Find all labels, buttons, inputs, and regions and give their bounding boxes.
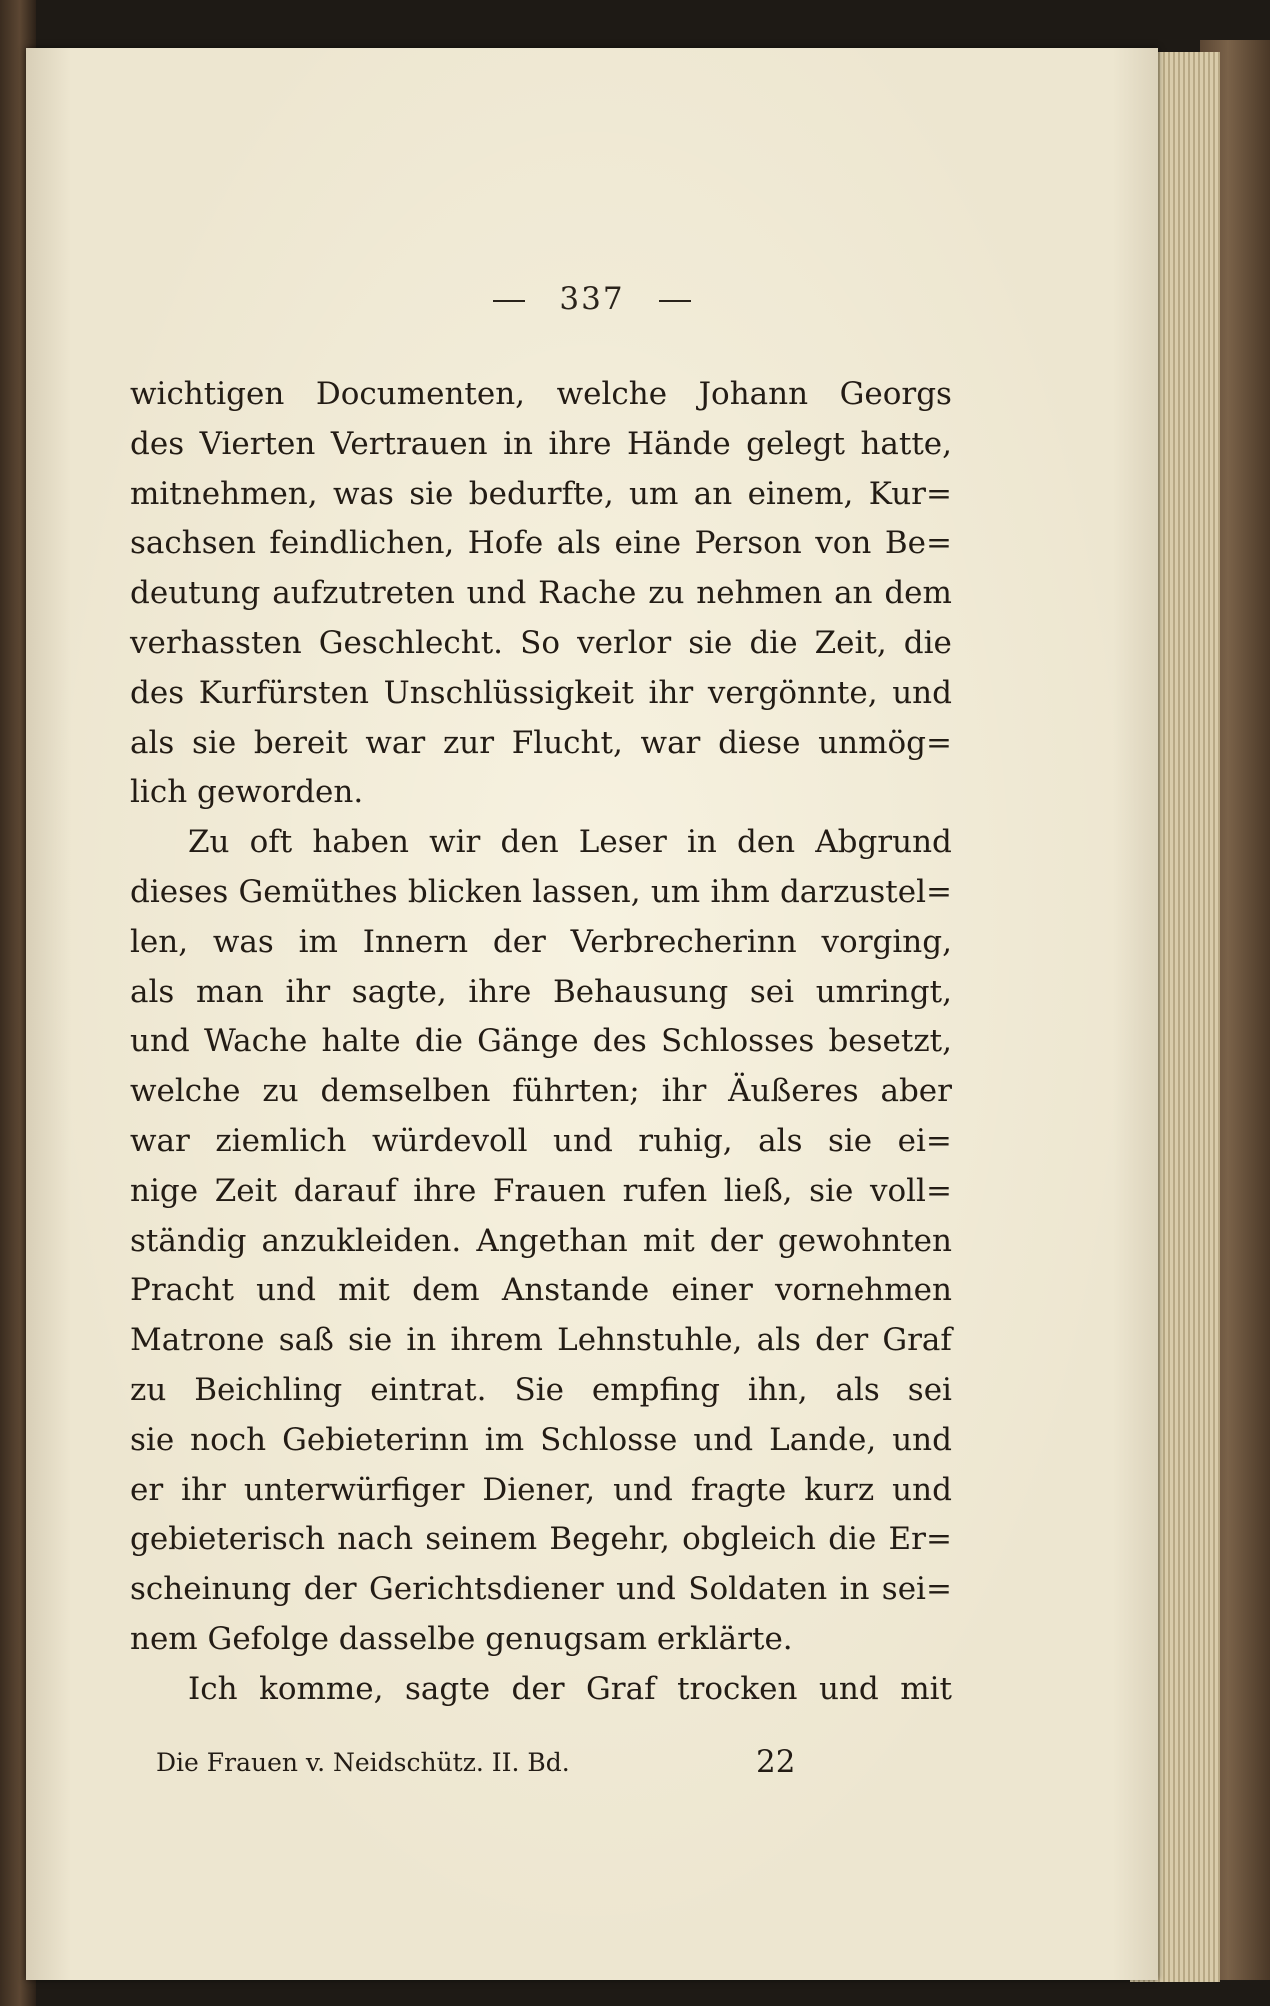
word: lassen, (532, 873, 641, 910)
word: als (756, 1322, 801, 1359)
word: Rache (538, 575, 637, 612)
text-line (130, 1067, 952, 1117)
word: sie (130, 1421, 175, 1458)
word: der (815, 1322, 869, 1359)
word: zur (442, 724, 495, 761)
word: gelegt (746, 425, 845, 462)
word: ihre (468, 973, 532, 1010)
word: Abgrund (815, 824, 952, 861)
text-line (130, 768, 952, 818)
word: die (903, 624, 952, 661)
word: zu (262, 1073, 299, 1110)
word: der (511, 1670, 565, 1707)
word: Sie (514, 1371, 564, 1408)
word: Beichling (194, 1371, 343, 1408)
word: ei= (897, 1122, 952, 1159)
word: von (815, 525, 872, 562)
word: ihrem (450, 1322, 543, 1359)
word: scheinung (130, 1571, 292, 1608)
header-dash-left (493, 300, 525, 302)
word: Unschlüssigkeit (383, 674, 634, 711)
word: im (298, 923, 338, 960)
word: man (195, 973, 264, 1010)
word: vornehmen (774, 1272, 952, 1309)
word: Schlosse (540, 1421, 678, 1458)
word: mit (338, 1272, 390, 1309)
word: kurz (804, 1471, 875, 1508)
text-line (130, 719, 952, 769)
word: der (492, 923, 546, 960)
word: feindlichen, (269, 525, 455, 562)
word: und (613, 1471, 673, 1508)
word: Vierten (199, 425, 316, 462)
word: Anstande (501, 1272, 650, 1309)
word: als (835, 1371, 880, 1408)
word: Person (694, 525, 802, 562)
word: nach (337, 1521, 414, 1558)
word: Er= (888, 1521, 952, 1558)
word: Georgs (839, 376, 952, 412)
word: die (828, 1521, 877, 1558)
word: oft (249, 824, 293, 861)
word: den (500, 824, 559, 861)
word: empfing (591, 1371, 720, 1408)
word: sie (688, 624, 733, 661)
text-line (130, 1565, 952, 1615)
word: und (892, 1421, 952, 1458)
word: blicken (407, 873, 523, 910)
word: den (736, 824, 796, 861)
word: sie (192, 724, 237, 761)
word: Zu (188, 824, 230, 861)
word: ziemlich (215, 1122, 347, 1159)
word: besetzt, (828, 1023, 952, 1060)
sheet-number: 22 (756, 1744, 796, 1780)
word: welche (556, 376, 668, 412)
word: und (130, 1023, 190, 1060)
word: Gänge (477, 1023, 579, 1060)
word: Gemüthes (238, 873, 398, 910)
word: und (553, 1122, 613, 1159)
word: um (650, 873, 701, 910)
word: deutung (130, 575, 261, 612)
text-line (130, 519, 952, 569)
word: Angethan (476, 1222, 628, 1259)
text-line (130, 470, 952, 520)
word: ihr (285, 973, 331, 1010)
word: sagte (405, 1670, 491, 1707)
word: als (130, 724, 175, 761)
word: Innern (362, 923, 469, 960)
word: rufen (622, 1172, 708, 1209)
word: ließ, (723, 1172, 793, 1209)
word: verhassten (130, 624, 302, 661)
word: einer (671, 1272, 753, 1309)
signature-line: Die Frauen v. Neidschütz. II. Bd. (156, 1748, 570, 1777)
word: Wache (203, 1023, 308, 1060)
word: vergönnte, (707, 674, 878, 711)
word: wichtigen (130, 376, 285, 412)
word: sagte, (351, 973, 447, 1010)
word: sie (809, 1172, 854, 1209)
word: nehmen (696, 575, 823, 612)
word: dem (884, 575, 952, 612)
text-line (130, 1167, 952, 1217)
word: und (616, 1571, 676, 1608)
word: Zeit (214, 1172, 277, 1209)
word: ständig (130, 1222, 247, 1259)
word: ihr (661, 1073, 707, 1110)
word: um (629, 475, 679, 512)
word: des (130, 674, 185, 711)
word: in (503, 425, 533, 462)
word: sie (348, 1322, 393, 1359)
word: sei (907, 1371, 952, 1408)
word: an (834, 575, 873, 612)
word: bereit (253, 724, 348, 761)
word: anzukleiden. (261, 1222, 462, 1259)
word: Zeit, (814, 624, 887, 661)
word: len, (130, 923, 189, 960)
word: unterwürfiger (243, 1471, 465, 1508)
word: voll= (869, 1172, 952, 1209)
word: sie (409, 475, 454, 512)
word: haben (312, 824, 409, 861)
word: war (130, 1122, 190, 1159)
word: Vertrauen (330, 425, 488, 462)
word: Gebieterinn (282, 1421, 469, 1458)
text-line (130, 818, 952, 868)
word: hatte, (860, 425, 952, 462)
word: ihr (648, 674, 694, 711)
header-dash-right (659, 300, 691, 302)
word: noch (190, 1421, 267, 1458)
word: und (892, 1471, 952, 1508)
word: und (693, 1421, 754, 1458)
text-line (130, 1266, 952, 1316)
word: bedurfte, (468, 475, 614, 512)
text-line (130, 619, 952, 669)
text-line (130, 1217, 952, 1267)
word: sei (749, 973, 795, 1010)
word: und (256, 1272, 316, 1309)
word: als (758, 1122, 803, 1159)
word: als (130, 973, 175, 1010)
word: diese (718, 724, 801, 761)
word: Gerichtsdiener (368, 1571, 604, 1608)
word: dieses (130, 873, 229, 910)
word: Be= (884, 525, 952, 562)
word: Graf (882, 1322, 952, 1359)
word: Leser (578, 824, 667, 861)
word: Äußeres (728, 1073, 859, 1110)
word: dem (412, 1272, 480, 1309)
word: wir (429, 824, 481, 861)
word: mit (900, 1670, 952, 1707)
text-line (130, 370, 952, 420)
word: Schlosses (661, 1023, 815, 1060)
word: zu (130, 1371, 167, 1408)
word: demselben (320, 1073, 491, 1110)
word: Ich (188, 1670, 238, 1707)
word: einem, (747, 475, 854, 512)
word: des (130, 425, 185, 462)
word: und (892, 674, 952, 711)
word: und (818, 1670, 879, 1707)
word: der (709, 1222, 763, 1259)
page-number: 337 (559, 281, 625, 317)
book-page (26, 48, 1158, 1980)
word: Flucht, (511, 724, 623, 761)
word: würdevoll (372, 1122, 528, 1159)
word: ihre (413, 1172, 477, 1209)
word: Lande, (769, 1421, 877, 1458)
word: Pracht (130, 1272, 234, 1309)
text-line (130, 1416, 952, 1466)
word: Johann (698, 376, 809, 412)
word: Diener, (482, 1471, 596, 1508)
word: vorging, (821, 923, 952, 960)
word: obgleich (682, 1521, 816, 1558)
word: war (640, 724, 701, 761)
word: aufzutreten (272, 575, 455, 612)
word: trocken (677, 1670, 798, 1707)
word: welche (130, 1073, 241, 1110)
text-line (130, 968, 952, 1018)
word: Matrone (130, 1322, 265, 1359)
word: eintrat. (370, 1371, 487, 1408)
word: Hände (627, 425, 731, 462)
body-text (130, 370, 952, 1715)
word: halte (321, 1023, 401, 1060)
word: So (520, 624, 560, 661)
word: ihm (710, 873, 770, 910)
word: nige (130, 1172, 199, 1209)
page-header (26, 281, 1158, 317)
word: seinem (425, 1521, 538, 1558)
word: Hofe (467, 525, 544, 562)
text-line (130, 1665, 952, 1715)
word: komme, (259, 1670, 384, 1707)
word: eine (614, 525, 682, 562)
word: führten; (512, 1073, 640, 1110)
word: die (749, 624, 798, 661)
word: Graf (586, 1670, 656, 1707)
word: zu (648, 575, 685, 612)
word: was (332, 475, 394, 512)
word: und (466, 575, 527, 612)
text-line (130, 1366, 952, 1416)
word: mit (642, 1222, 695, 1259)
text-line (130, 1316, 952, 1366)
word: ruhig, (638, 1122, 733, 1159)
word: Begehr, (549, 1521, 670, 1558)
word: sachsen (130, 525, 256, 562)
word: er (130, 1471, 164, 1508)
word: verlor (577, 624, 672, 661)
word: Kur= (868, 475, 952, 512)
text-line (130, 1615, 952, 1665)
word: ihr (181, 1471, 226, 1508)
word: Geschlecht. (318, 624, 504, 661)
word: an (693, 475, 733, 512)
word: war (365, 724, 426, 761)
word: fragte (690, 1471, 787, 1508)
word: Documenten, (315, 376, 526, 412)
word: ihn, (747, 1371, 808, 1408)
text-line (130, 420, 952, 470)
text-line (130, 868, 952, 918)
word: der (303, 1571, 357, 1608)
word: in (686, 824, 717, 861)
word: sie (827, 1122, 873, 1159)
word: aber (880, 1073, 952, 1110)
word: darzustel= (779, 873, 952, 910)
word: was (212, 923, 274, 960)
word: im (484, 1421, 525, 1458)
text-line (130, 669, 952, 719)
word: saß (278, 1322, 334, 1359)
word: die (414, 1023, 463, 1060)
word: Verbrecherinn (570, 923, 797, 960)
word: unmög= (818, 724, 952, 761)
word: umringt, (815, 973, 952, 1010)
word: Frauen (492, 1172, 606, 1209)
word: darauf (293, 1172, 397, 1209)
text-line-content: nem Gefolge dasselbe genugsam erklärte. (130, 1620, 793, 1657)
word: sei= (881, 1571, 952, 1608)
word: Behausung (553, 973, 729, 1010)
text-line (130, 1017, 952, 1067)
word: Kurfürsten (198, 674, 369, 711)
text-line (130, 1515, 952, 1565)
word: in (406, 1322, 437, 1359)
word: gebieterisch (130, 1521, 326, 1558)
word: Lehnstuhle, (557, 1322, 743, 1359)
text-line-content: lich geworden. (130, 774, 364, 811)
word: als (556, 525, 602, 562)
text-line (130, 1117, 952, 1167)
word: ihre (548, 425, 612, 462)
text-line (130, 569, 952, 619)
word: in (839, 1571, 870, 1608)
word: Soldaten (688, 1571, 828, 1608)
word: des (592, 1023, 647, 1060)
text-line (130, 918, 952, 968)
text-line (130, 1466, 952, 1516)
word: gewohnten (777, 1222, 952, 1259)
word: mitnehmen, (130, 475, 318, 512)
